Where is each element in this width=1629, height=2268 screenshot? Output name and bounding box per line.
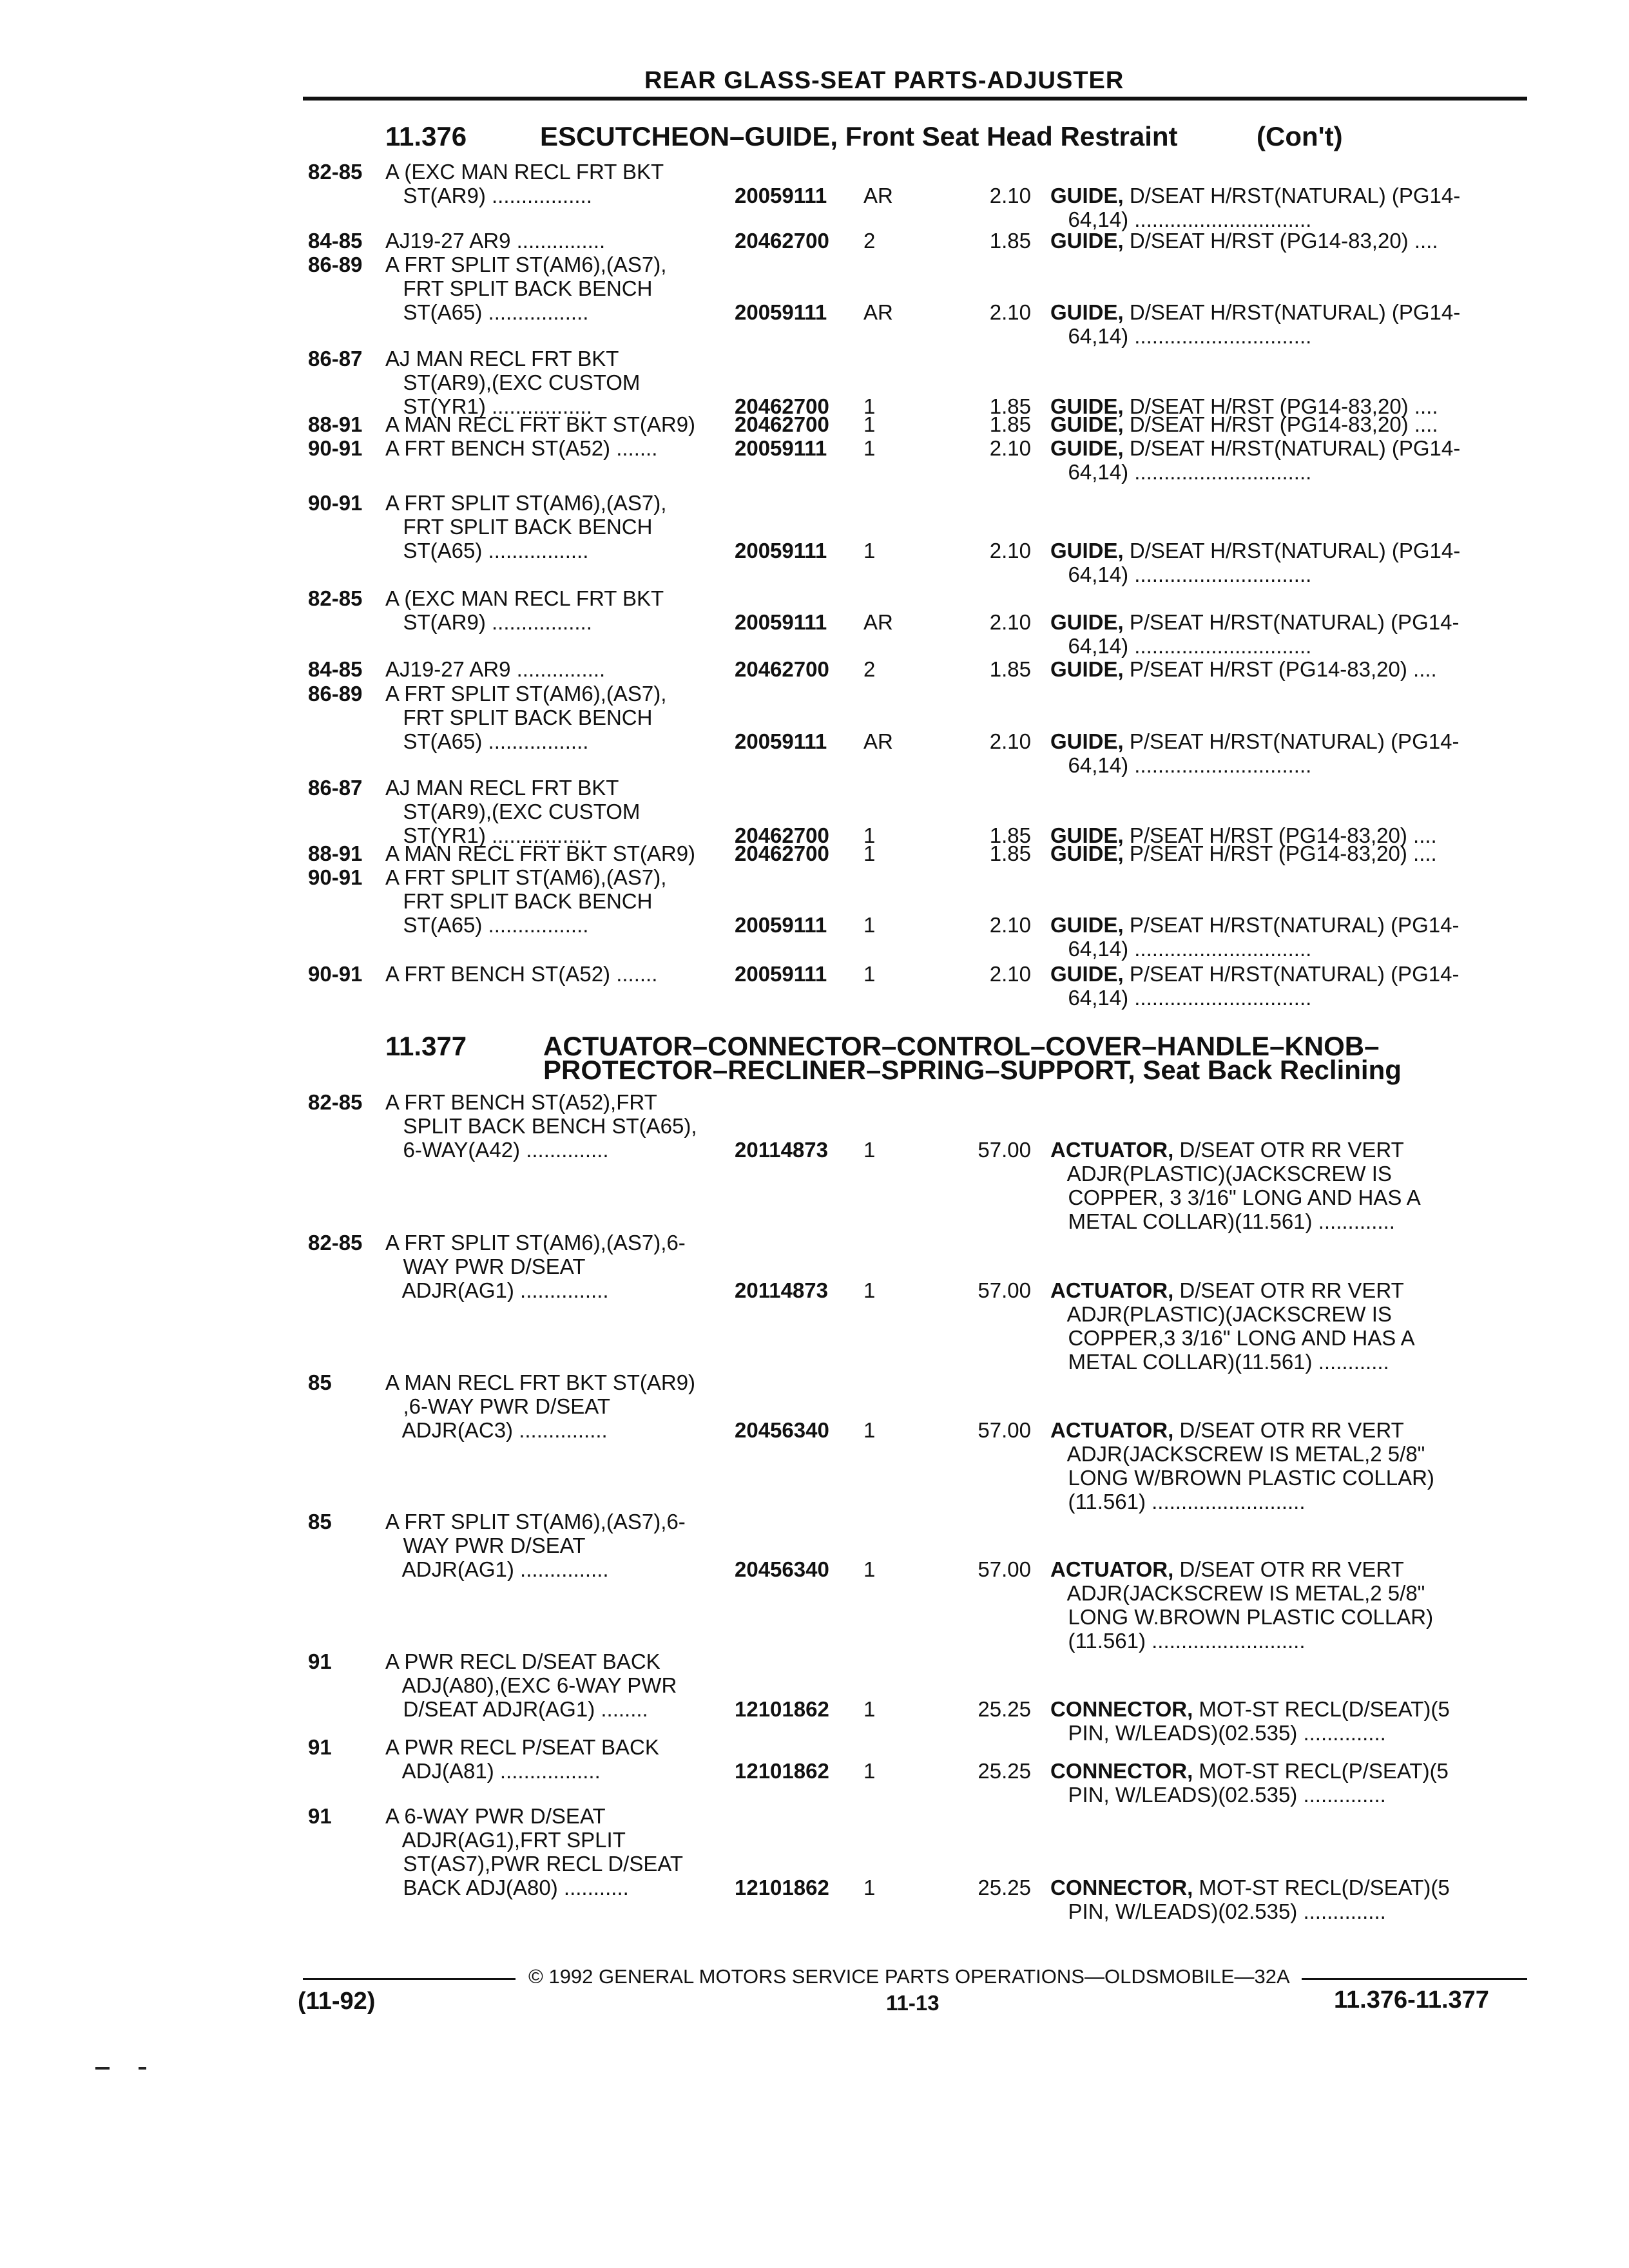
model-year: 82-85: [308, 1090, 363, 1114]
quantity: AR: [863, 729, 893, 753]
application-description: AJ19-27 AR9 ...............: [385, 657, 606, 681]
model-year: 90-91: [308, 491, 363, 515]
part-number: 20059111: [735, 184, 827, 207]
price: 1.85: [989, 823, 1031, 847]
price: 2.10: [989, 436, 1031, 460]
part-number: 20059111: [735, 300, 827, 324]
part-number: 20462700: [735, 412, 829, 436]
application-description: A FRT SPLIT ST(AM6),(AS7),6- WAY PWR D/SEAT ADJR(AG1) ...............: [385, 1231, 686, 1302]
model-year: 90-91: [308, 962, 363, 986]
quantity: AR: [863, 300, 893, 324]
application-description: A FRT SPLIT ST(AM6),(AS7), FRT SPLIT BACK BENCH ST(A65) .................: [385, 491, 667, 562]
part-name: GUIDE, P/SEAT H/RST(NATURAL) (PG14- 64,14) ..............................: [1050, 962, 1460, 1010]
application-description: A MAN RECL FRT BKT ST(AR9): [385, 841, 696, 865]
part-number: 20059111: [735, 539, 827, 562]
application-description: AJ19-27 AR9 ...............: [385, 229, 606, 253]
price: 57.00: [978, 1557, 1031, 1581]
quantity: 1: [863, 1418, 876, 1442]
part-name: GUIDE, P/SEAT H/RST(NATURAL) (PG14- 64,14) ..............................: [1050, 610, 1460, 658]
part-number: 12101862: [735, 1759, 829, 1783]
application-description: A PWR RECL P/SEAT BACK ADJ(A81) .................: [385, 1735, 659, 1783]
quantity: 1: [863, 962, 876, 986]
quantity: 1: [863, 841, 876, 865]
part-name: ACTUATOR, D/SEAT OTR RR VERT ADJR(PLASTIC)(JACKSCREW IS COPPER,3 3/16" LONG AND HAS A METAL COLLAR)(11.561) ............: [1050, 1278, 1415, 1374]
price: 25.25: [978, 1759, 1031, 1783]
application-description: A FRT SPLIT ST(AM6),(AS7), FRT SPLIT BACK BENCH ST(A65) .................: [385, 253, 667, 324]
price: 1.85: [989, 841, 1031, 865]
part-number: 20462700: [735, 394, 829, 418]
part-number: 20462700: [735, 229, 829, 253]
footer-page-number: 11-13: [886, 1991, 940, 2015]
application-description: A MAN RECL FRT BKT ST(AR9): [385, 412, 696, 436]
part-name: GUIDE, P/SEAT H/RST(NATURAL) (PG14- 64,14) ..............................: [1050, 729, 1460, 777]
part-name: CONNECTOR, MOT-ST RECL(D/SEAT)(5 PIN, W/LEADS)(02.535) ..............: [1050, 1697, 1450, 1745]
section-continued: (Con't): [1257, 121, 1343, 151]
price: 2.10: [989, 610, 1031, 634]
part-name: CONNECTOR, MOT-ST RECL(P/SEAT)(5 PIN, W/LEADS)(02.535) ..............: [1050, 1759, 1449, 1807]
price: 57.00: [978, 1138, 1031, 1162]
part-number: 20059111: [735, 729, 827, 753]
model-year: 91: [308, 1804, 332, 1828]
section-title-line2: PROTECTOR–RECLINER–SPRING–SUPPORT, Seat Back Reclining: [543, 1055, 1402, 1085]
model-year: 91: [308, 1649, 332, 1673]
part-name: GUIDE, D/SEAT H/RST(NATURAL) (PG14- 64,14) ..............................: [1050, 436, 1461, 484]
price: 57.00: [978, 1418, 1031, 1442]
price: 57.00: [978, 1278, 1031, 1302]
application-description: A 6-WAY PWR D/SEAT ADJR(AG1),FRT SPLIT ST(AS7),PWR RECL D/SEAT BACK ADJ(A80) ...........: [385, 1804, 684, 1899]
quantity: 1: [863, 436, 876, 460]
model-year: 90-91: [308, 436, 363, 460]
footer-rule-right: [1302, 1978, 1527, 1980]
price: 2.10: [989, 729, 1031, 753]
part-number: 20059111: [735, 913, 827, 937]
quantity: 1: [863, 1759, 876, 1783]
application-description: A MAN RECL FRT BKT ST(AR9) ,6-WAY PWR D/SEAT ADJR(AC3) ...............: [385, 1370, 696, 1442]
application-description: A FRT SPLIT ST(AM6),(AS7), FRT SPLIT BACK BENCH ST(A65) .................: [385, 865, 667, 937]
section-number: 11.376: [385, 121, 467, 151]
application-description: AJ MAN RECL FRT BKT ST(AR9),(EXC CUSTOM ST(YR1) .................: [385, 347, 641, 418]
part-number: 20059111: [735, 610, 827, 634]
application-description: A FRT BENCH ST(A52),FRT SPLIT BACK BENCH ST(A65), 6-WAY(A42) ..............: [385, 1090, 697, 1162]
scan-mark: [139, 2067, 146, 2070]
model-year: 86-87: [308, 347, 363, 370]
part-name: GUIDE, P/SEAT H/RST(NATURAL) (PG14- 64,14) ..............................: [1050, 913, 1460, 961]
quantity: 1: [863, 1876, 876, 1899]
part-name: GUIDE, D/SEAT H/RST(NATURAL) (PG14- 64,14) ..............................: [1050, 184, 1461, 231]
quantity: 1: [863, 1138, 876, 1162]
part-number: 20462700: [735, 841, 829, 865]
part-number: 20114873: [735, 1138, 829, 1162]
price: 2.10: [989, 300, 1031, 324]
part-name: GUIDE, D/SEAT H/RST (PG14-83,20) ....: [1050, 412, 1438, 436]
part-name: CONNECTOR, MOT-ST RECL(D/SEAT)(5 PIN, W/LEADS)(02.535) ..............: [1050, 1876, 1450, 1923]
price: 1.85: [989, 657, 1031, 681]
application-description: A FRT BENCH ST(A52) .......: [385, 436, 658, 460]
part-name: GUIDE, D/SEAT H/RST (PG14-83,20) ....: [1050, 229, 1438, 253]
footer-section-range: 11.376-11.377: [1334, 1986, 1489, 2013]
section-title: ACTUATOR–CONNECTOR–CONTROL–COVER–HANDLE–KNOB–: [543, 1031, 1380, 1061]
model-year: 88-91: [308, 412, 363, 436]
price: 25.25: [978, 1876, 1031, 1899]
application-description: A FRT BENCH ST(A52) .......: [385, 962, 658, 986]
footer-copyright: © 1992 GENERAL MOTORS SERVICE PARTS OPERATIONS—OLDSMOBILE—32A: [528, 1965, 1290, 1988]
model-year: 82-85: [308, 1231, 363, 1254]
model-year: 86-87: [308, 776, 363, 800]
model-year: 88-91: [308, 841, 363, 865]
quantity: 1: [863, 913, 876, 937]
part-name: GUIDE, P/SEAT H/RST (PG14-83,20) ....: [1050, 823, 1437, 847]
part-number: 20059111: [735, 436, 827, 460]
model-year: 84-85: [308, 229, 363, 253]
model-year: 85: [308, 1370, 332, 1394]
quantity: 1: [863, 412, 876, 436]
part-number: 20462700: [735, 657, 829, 681]
model-year: 86-89: [308, 253, 363, 276]
price: 1.85: [989, 412, 1031, 436]
part-name: ACTUATOR, D/SEAT OTR RR VERT ADJR(JACKSCREW IS METAL,2 5/8" LONG W.BROWN PLASTIC COLLAR) (11.561) ..........................: [1050, 1557, 1434, 1653]
model-year: 90-91: [308, 865, 363, 889]
part-number: 20462700: [735, 823, 829, 847]
scan-mark: [95, 2067, 110, 2070]
quantity: AR: [863, 184, 893, 207]
part-number: 12101862: [735, 1876, 829, 1899]
header-rule: [303, 97, 1527, 101]
application-description: AJ MAN RECL FRT BKT ST(AR9),(EXC CUSTOM ST(YR1) .................: [385, 776, 641, 847]
quantity: 2: [863, 229, 876, 253]
price: 1.85: [989, 394, 1031, 418]
part-name: ACTUATOR, D/SEAT OTR RR VERT ADJR(JACKSCREW IS METAL,2 5/8" LONG W/BROWN PLASTIC COLLAR) (11.561) ..........................: [1050, 1418, 1434, 1514]
part-number: 20114873: [735, 1278, 829, 1302]
price: 2.10: [989, 539, 1031, 562]
part-name: GUIDE, P/SEAT H/RST (PG14-83,20) ....: [1050, 657, 1437, 681]
quantity: 1: [863, 1557, 876, 1581]
application-description: A FRT SPLIT ST(AM6),(AS7), FRT SPLIT BACK BENCH ST(A65) .................: [385, 682, 667, 753]
application-description: A (EXC MAN RECL FRT BKT ST(AR9) .................: [385, 586, 664, 634]
quantity: 1: [863, 394, 876, 418]
page-header: REAR GLASS-SEAT PARTS-ADJUSTER: [644, 67, 1124, 94]
application-description: A FRT SPLIT ST(AM6),(AS7),6- WAY PWR D/SEAT ADJR(AG1) ...............: [385, 1510, 686, 1581]
part-name: GUIDE, D/SEAT H/RST (PG14-83,20) ....: [1050, 394, 1438, 418]
footer-rule-left: [303, 1978, 516, 1980]
quantity: 1: [863, 1697, 876, 1721]
model-year: 91: [308, 1735, 332, 1759]
quantity: 2: [863, 657, 876, 681]
part-number: 12101862: [735, 1697, 829, 1721]
part-name: GUIDE, P/SEAT H/RST (PG14-83,20) ....: [1050, 841, 1437, 865]
model-year: 82-85: [308, 586, 363, 610]
quantity: 1: [863, 539, 876, 562]
section-number: 11.377: [385, 1031, 467, 1061]
footer-date: (11-92): [298, 1988, 376, 2015]
model-year: 84-85: [308, 657, 363, 681]
part-name: GUIDE, D/SEAT H/RST(NATURAL) (PG14- 64,14) ..............................: [1050, 539, 1461, 586]
price: 2.10: [989, 184, 1031, 207]
price: 2.10: [989, 913, 1031, 937]
model-year: 82-85: [308, 160, 363, 184]
price: 25.25: [978, 1697, 1031, 1721]
part-number: 20456340: [735, 1557, 829, 1581]
price: 1.85: [989, 229, 1031, 253]
quantity: 1: [863, 1278, 876, 1302]
part-name: GUIDE, D/SEAT H/RST(NATURAL) (PG14- 64,14) ..............................: [1050, 300, 1461, 348]
application-description: A (EXC MAN RECL FRT BKT ST(AR9) .................: [385, 160, 664, 207]
model-year: 85: [308, 1510, 332, 1533]
quantity: 1: [863, 823, 876, 847]
section-title: ESCUTCHEON–GUIDE, Front Seat Head Restraint: [540, 121, 1178, 151]
part-name: ACTUATOR, D/SEAT OTR RR VERT ADJR(PLASTIC)(JACKSCREW IS COPPER, 3 3/16" LONG AND HAS A METAL COLLAR)(11.561) .............: [1050, 1138, 1421, 1233]
model-year: 86-89: [308, 682, 363, 706]
part-number: 20059111: [735, 962, 827, 986]
price: 2.10: [989, 962, 1031, 986]
quantity: AR: [863, 610, 893, 634]
application-description: A PWR RECL D/SEAT BACK ADJ(A80),(EXC 6-WAY PWR D/SEAT ADJR(AG1) ........: [385, 1649, 677, 1721]
part-number: 20456340: [735, 1418, 829, 1442]
